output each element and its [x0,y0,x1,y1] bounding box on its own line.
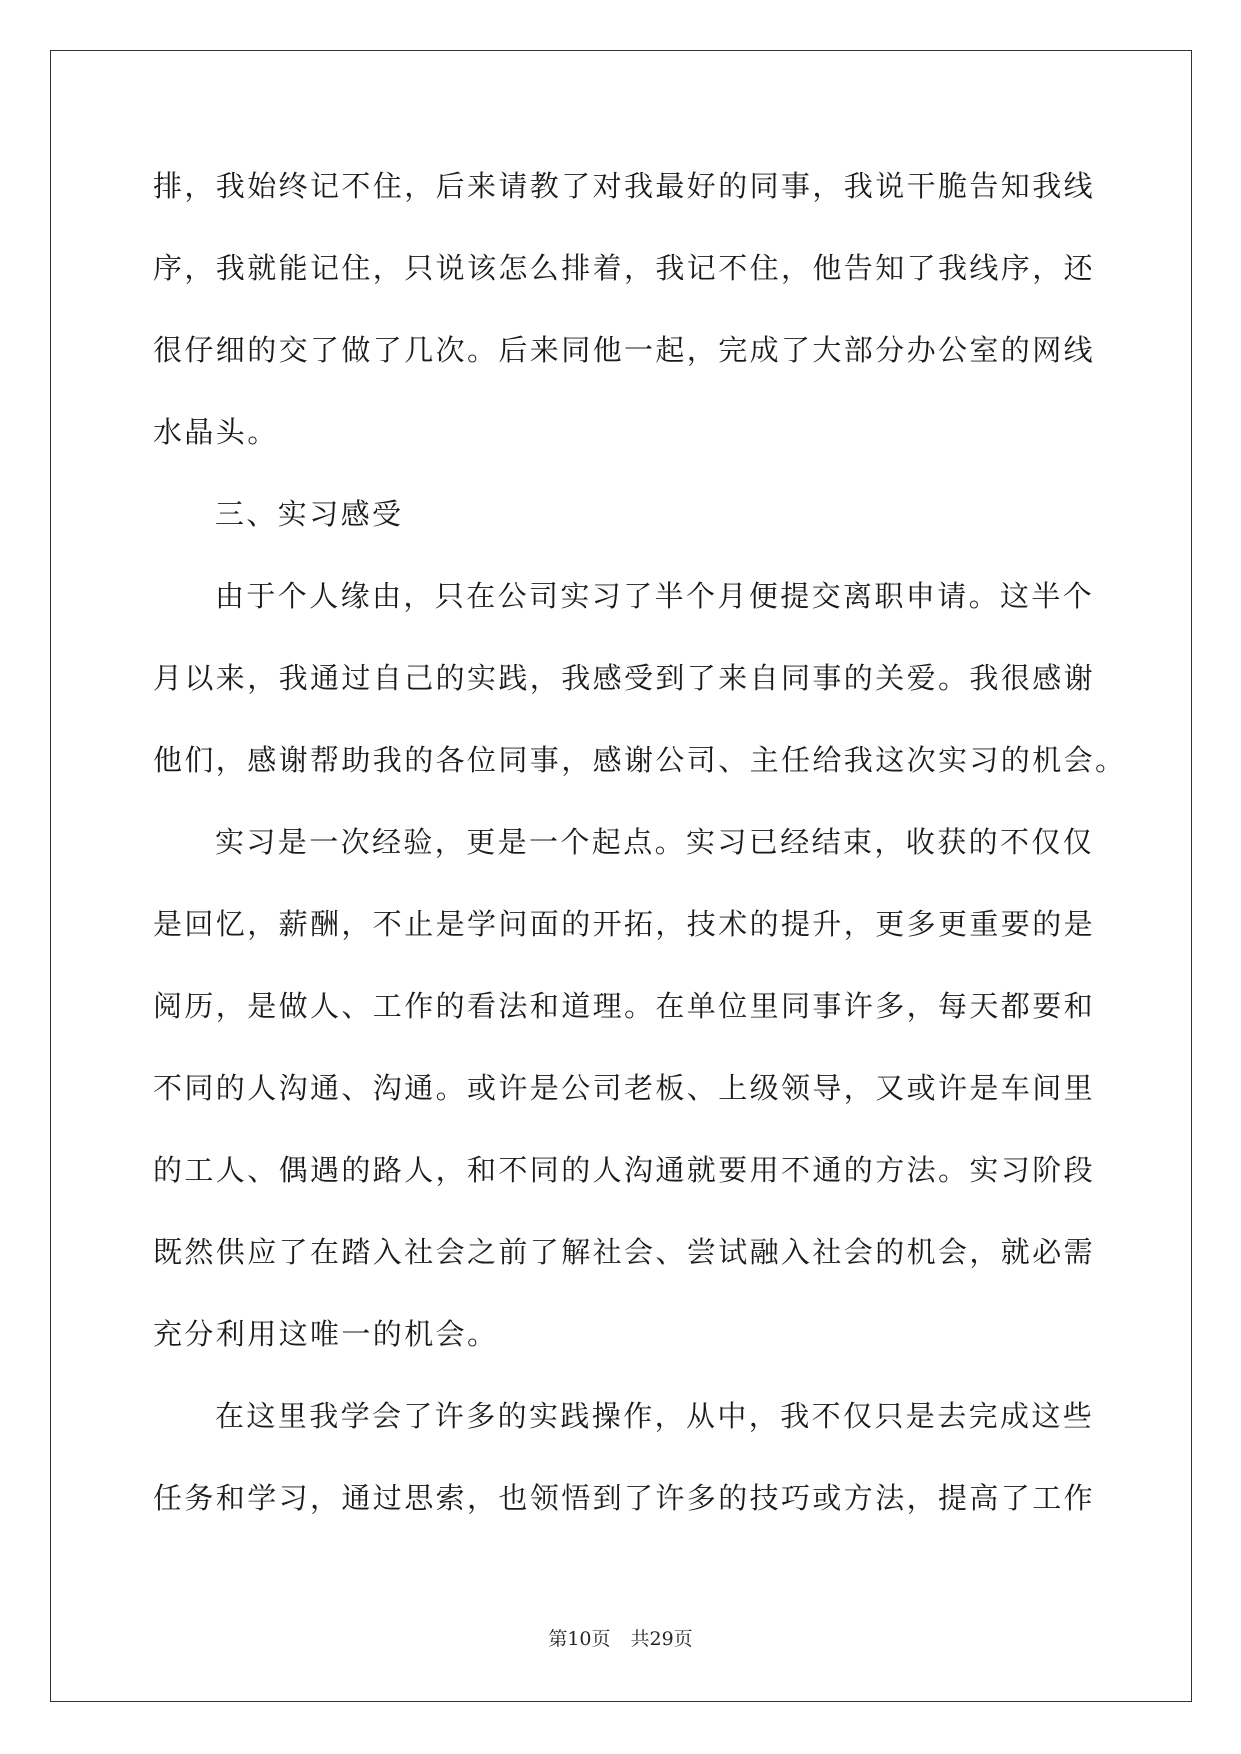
paragraph-line: 阅历，是做人、工作的看法和道理。在单位里同事许多，每天都要和 [153,989,1096,1023]
paragraph-line: 序，我就能记住，只说该怎么排着，我记不住，他告知了我线序，还 [153,251,1096,285]
paragraph-line: 任务和学习，通过思索，也领悟到了许多的技巧或方法，提高了工作 [153,1481,1096,1515]
paragraph-line: 月以来，我通过自己的实践，我感受到了来自同事的关爱。我很感谢 [153,661,1096,695]
paragraph-line: 是回忆，薪酬，不止是学问面的开拓，技术的提升，更多更重要的是 [153,907,1096,941]
paragraph-line: 充分利用这唯一的机会。 [153,1317,499,1351]
paragraph-line: 既然供应了在踏入社会之前了解社会、尝试融入社会的机会，就必需 [153,1235,1096,1269]
paragraph-line: 水晶头。 [153,415,279,449]
page-total: 共29页 [630,1628,693,1650]
paragraph-line: 不同的人沟通、沟通。或许是公司老板、上级领导，又或许是车间里 [153,1071,1096,1105]
paragraph-line: 实习是一次经验，更是一个起点。实习已经结束，收获的不仅仅 [215,825,1095,859]
paragraph-line: 很仔细的交了做了几次。后来同他一起，完成了大部分办公室的网线 [153,333,1096,367]
section-heading: 三、实习感受 [215,497,404,531]
paragraph-line: 在这里我学会了许多的实践操作，从中，我不仅只是去完成这些 [215,1399,1095,1433]
document-body [153,155,1127,1529]
paragraph-line: 他们，感谢帮助我的各位同事，感谢公司、主任给我这次实习的机会。 [153,743,1127,777]
paragraph-line: 由于个人缘由，只在公司实习了半个月便提交离职申请。这半个 [215,579,1095,613]
paragraph-line: 的工人、偶遇的路人，和不同的人沟通就要用不通的方法。实习阶段 [153,1153,1096,1187]
paragraph-line: 排，我始终记不住，后来请教了对我最好的同事，我说干脆告知我线 [153,169,1096,203]
page-number: 第10页 [548,1628,611,1650]
page-footer [0,1624,1241,1651]
